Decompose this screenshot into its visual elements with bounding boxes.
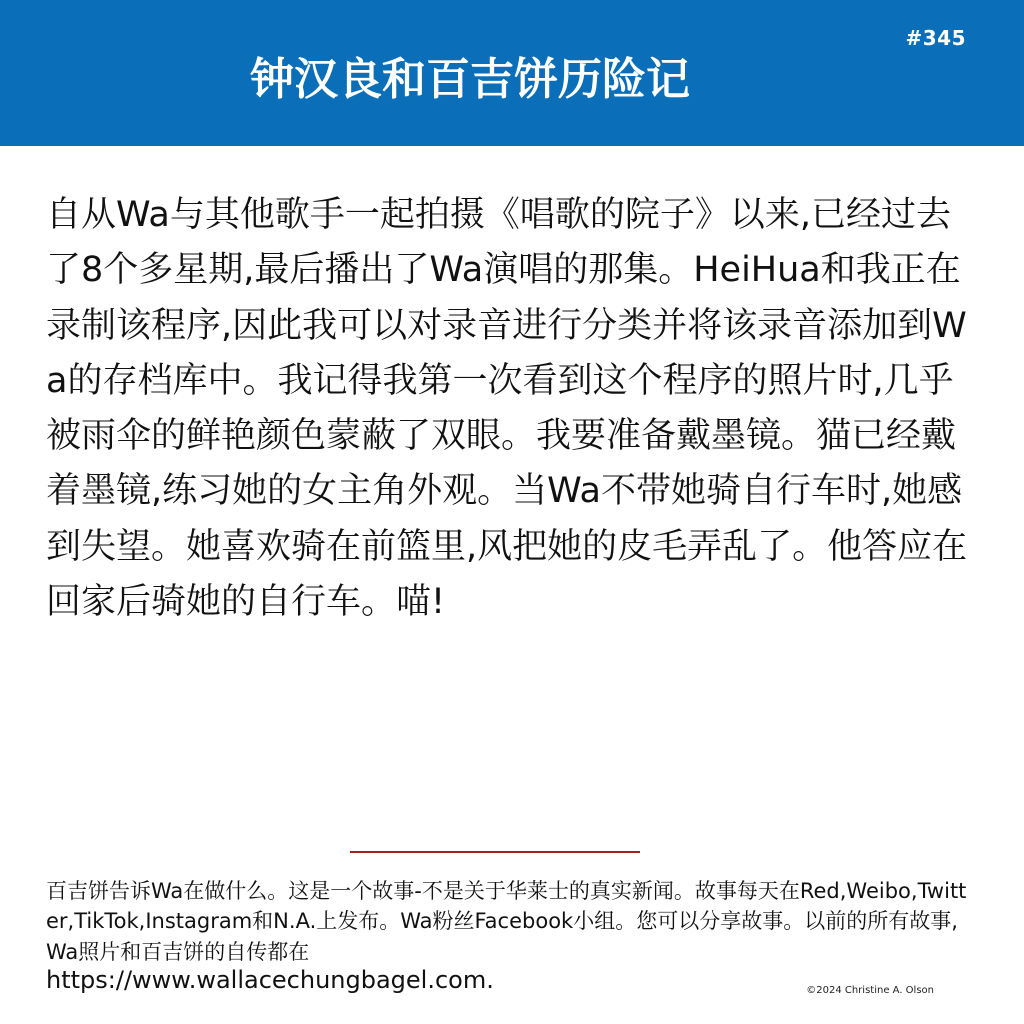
section-divider xyxy=(350,851,640,853)
page-title: 钟汉良和百吉饼历险记 xyxy=(250,54,690,105)
footer-note: 百吉饼告诉Wa在做什么。这是一个故事-不是关于华莱士的真实新闻。故事每天在Red,Weibo,Twitter,TikTok,Instagram和N.A.上发布。Wa粉丝Facebook小组。您可以分享故事。以前的所有故事,Wa照片和百吉饼的自传都在 xyxy=(46,879,967,964)
website-link[interactable]: https://www.wallacechungbagel.com. xyxy=(46,966,494,994)
copyright-text: ©2024 Christine A. Olson xyxy=(806,985,934,996)
episode-number: #345 xyxy=(905,26,966,50)
story-text: 自从Wa与其他歌手一起拍摄《唱歌的院子》以来,已经过去了8个多星期,最后播出了Wa演唱的那集。HeiHua和我正在录制该程序,因此我可以对录音进行分类并将该录音添加到Wa的存档库中。我记得我第一次看到这个程序的照片时,几乎被雨伞的鲜艳颜色蒙蔽了双眼。我要准备戴墨镜。猫已经戴着墨镜,练习她的女主角外观。当Wa不带她骑自行车时,她感到失望。她喜欢骑在前篮里,风把她的皮毛弄乱了。他答应在回家后骑她的自行车。喵! xyxy=(46,195,968,623)
header-banner xyxy=(0,0,1024,146)
